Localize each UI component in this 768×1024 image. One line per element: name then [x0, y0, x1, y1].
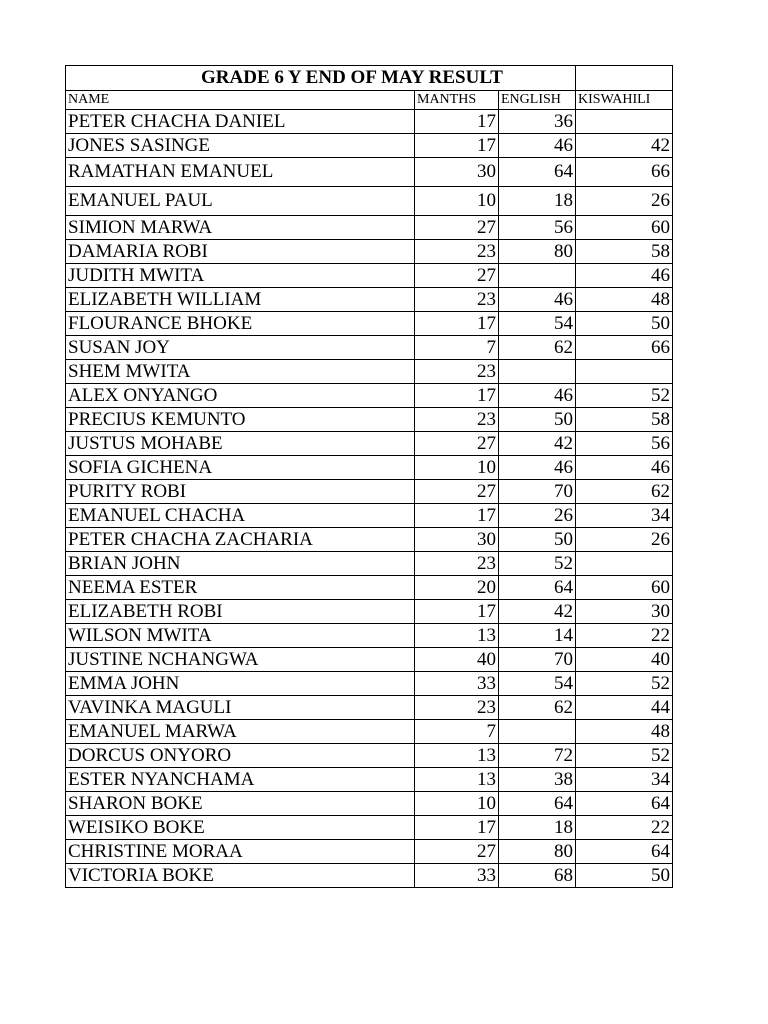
maths-score-cell: 17 [415, 600, 499, 624]
english-score-cell: 46 [499, 288, 576, 312]
english-score-cell: 42 [499, 432, 576, 456]
kiswahili-score-cell: 34 [576, 504, 673, 528]
results-sheet [65, 65, 672, 888]
english-score-cell [499, 264, 576, 288]
table-row [66, 312, 673, 336]
table-row [66, 384, 673, 408]
maths-score-cell: 7 [415, 336, 499, 360]
kiswahili-score-cell: 64 [576, 792, 673, 816]
maths-score-cell: 40 [415, 648, 499, 672]
table-row [66, 158, 673, 187]
maths-score-cell: 7 [415, 720, 499, 744]
kiswahili-score-cell: 50 [576, 864, 673, 888]
kiswahili-score-cell: 26 [576, 187, 673, 216]
english-score-cell: 42 [499, 600, 576, 624]
student-name-cell: EMANUEL CHACHA [66, 504, 415, 528]
maths-score-cell: 17 [415, 504, 499, 528]
table-row [66, 552, 673, 576]
table-row [66, 504, 673, 528]
english-score-cell: 50 [499, 408, 576, 432]
student-name-cell: PETER CHACHA DANIEL [66, 110, 415, 134]
english-score-cell: 54 [499, 312, 576, 336]
table-row [66, 264, 673, 288]
english-score-cell: 62 [499, 336, 576, 360]
kiswahili-score-cell: 56 [576, 432, 673, 456]
maths-score-cell: 33 [415, 672, 499, 696]
english-score-cell: 70 [499, 480, 576, 504]
kiswahili-score-cell [576, 110, 673, 134]
english-score-cell: 14 [499, 624, 576, 648]
kiswahili-score-cell: 48 [576, 288, 673, 312]
table-row [66, 336, 673, 360]
header-row [66, 91, 673, 110]
header-name: NAME [66, 91, 415, 110]
table-row [66, 240, 673, 264]
student-name-cell: WILSON MWITA [66, 624, 415, 648]
student-name-cell: SOFIA GICHENA [66, 456, 415, 480]
maths-score-cell: 30 [415, 528, 499, 552]
student-name-cell: WEISIKO BOKE [66, 816, 415, 840]
student-name-cell: JUSTUS MOHABE [66, 432, 415, 456]
header-english: ENGLISH [499, 91, 576, 110]
english-score-cell: 18 [499, 816, 576, 840]
maths-score-cell: 27 [415, 264, 499, 288]
kiswahili-score-cell [576, 552, 673, 576]
student-name-cell: PETER CHACHA ZACHARIA [66, 528, 415, 552]
english-score-cell: 80 [499, 240, 576, 264]
english-score-cell: 64 [499, 158, 576, 187]
english-score-cell: 72 [499, 744, 576, 768]
kiswahili-score-cell: 58 [576, 408, 673, 432]
kiswahili-score-cell: 30 [576, 600, 673, 624]
english-score-cell: 68 [499, 864, 576, 888]
kiswahili-score-cell: 34 [576, 768, 673, 792]
english-score-cell [499, 360, 576, 384]
english-score-cell: 26 [499, 504, 576, 528]
table-row [66, 134, 673, 158]
maths-score-cell: 17 [415, 312, 499, 336]
maths-score-cell: 23 [415, 288, 499, 312]
maths-score-cell: 27 [415, 216, 499, 240]
student-name-cell: JUSTINE NCHANGWA [66, 648, 415, 672]
maths-score-cell: 13 [415, 624, 499, 648]
table-row [66, 672, 673, 696]
title-empty-cell [576, 66, 673, 91]
student-name-cell: SUSAN JOY [66, 336, 415, 360]
kiswahili-score-cell: 60 [576, 216, 673, 240]
kiswahili-score-cell: 58 [576, 240, 673, 264]
table-row [66, 768, 673, 792]
table-row [66, 600, 673, 624]
kiswahili-score-cell: 48 [576, 720, 673, 744]
student-name-cell: ELIZABETH WILLIAM [66, 288, 415, 312]
table-row [66, 288, 673, 312]
english-score-cell: 64 [499, 576, 576, 600]
student-name-cell: NEEMA ESTER [66, 576, 415, 600]
student-name-cell: VICTORIA BOKE [66, 864, 415, 888]
english-score-cell: 54 [499, 672, 576, 696]
kiswahili-score-cell: 60 [576, 576, 673, 600]
kiswahili-score-cell: 52 [576, 384, 673, 408]
sheet-title: GRADE 6 Y END OF MAY RESULT [201, 67, 503, 88]
results-table [65, 65, 673, 888]
student-name-cell: ESTER NYANCHAMA [66, 768, 415, 792]
english-score-cell: 52 [499, 552, 576, 576]
kiswahili-score-cell: 66 [576, 336, 673, 360]
table-row [66, 744, 673, 768]
english-score-cell: 38 [499, 768, 576, 792]
title-row [66, 66, 673, 91]
student-name-cell: BRIAN JOHN [66, 552, 415, 576]
maths-score-cell: 23 [415, 240, 499, 264]
english-score-cell: 80 [499, 840, 576, 864]
student-name-cell: PRECIUS KEMUNTO [66, 408, 415, 432]
header-kiswahili: KISWAHILI [576, 91, 673, 110]
student-name-cell: DORCUS ONYORO [66, 744, 415, 768]
kiswahili-score-cell: 66 [576, 158, 673, 187]
header-maths: MANTHS [415, 91, 499, 110]
english-score-cell: 46 [499, 384, 576, 408]
english-score-cell: 50 [499, 528, 576, 552]
maths-score-cell: 10 [415, 456, 499, 480]
maths-score-cell: 17 [415, 110, 499, 134]
maths-score-cell: 27 [415, 432, 499, 456]
maths-score-cell: 23 [415, 552, 499, 576]
kiswahili-score-cell: 44 [576, 696, 673, 720]
student-name-cell: CHRISTINE MORAA [66, 840, 415, 864]
kiswahili-score-cell: 50 [576, 312, 673, 336]
kiswahili-score-cell: 62 [576, 480, 673, 504]
table-row [66, 480, 673, 504]
kiswahili-score-cell: 52 [576, 744, 673, 768]
student-name-cell: EMMA JOHN [66, 672, 415, 696]
maths-score-cell: 17 [415, 134, 499, 158]
table-row [66, 624, 673, 648]
table-row [66, 187, 673, 216]
kiswahili-score-cell: 22 [576, 816, 673, 840]
kiswahili-score-cell: 46 [576, 456, 673, 480]
student-name-cell: EMANUEL PAUL [66, 187, 415, 216]
maths-score-cell: 10 [415, 187, 499, 216]
table-row [66, 360, 673, 384]
table-row [66, 216, 673, 240]
english-score-cell: 64 [499, 792, 576, 816]
maths-score-cell: 27 [415, 840, 499, 864]
maths-score-cell: 23 [415, 696, 499, 720]
table-row [66, 864, 673, 888]
student-name-cell: FLOURANCE BHOKE [66, 312, 415, 336]
student-name-cell: DAMARIA ROBI [66, 240, 415, 264]
student-name-cell: JUDITH MWITA [66, 264, 415, 288]
english-score-cell: 46 [499, 134, 576, 158]
maths-score-cell: 23 [415, 408, 499, 432]
student-name-cell: JONES SASINGE [66, 134, 415, 158]
table-row [66, 816, 673, 840]
kiswahili-score-cell: 46 [576, 264, 673, 288]
english-score-cell: 46 [499, 456, 576, 480]
student-name-cell: ELIZABETH ROBI [66, 600, 415, 624]
english-score-cell: 56 [499, 216, 576, 240]
maths-score-cell: 17 [415, 384, 499, 408]
title-cell [66, 66, 576, 91]
table-row [66, 576, 673, 600]
maths-score-cell: 23 [415, 360, 499, 384]
table-row [66, 840, 673, 864]
maths-score-cell: 13 [415, 768, 499, 792]
english-score-cell: 62 [499, 696, 576, 720]
english-score-cell [499, 720, 576, 744]
student-name-cell: SHEM MWITA [66, 360, 415, 384]
student-name-cell: ALEX ONYANGO [66, 384, 415, 408]
table-row [66, 648, 673, 672]
maths-score-cell: 17 [415, 816, 499, 840]
table-row [66, 110, 673, 134]
kiswahili-score-cell: 22 [576, 624, 673, 648]
english-score-cell: 18 [499, 187, 576, 216]
kiswahili-score-cell: 42 [576, 134, 673, 158]
maths-score-cell: 30 [415, 158, 499, 187]
maths-score-cell: 10 [415, 792, 499, 816]
kiswahili-score-cell: 40 [576, 648, 673, 672]
english-score-cell: 70 [499, 648, 576, 672]
table-row [66, 720, 673, 744]
kiswahili-score-cell: 26 [576, 528, 673, 552]
student-name-cell: EMANUEL MARWA [66, 720, 415, 744]
student-name-cell: SHARON BOKE [66, 792, 415, 816]
table-row [66, 432, 673, 456]
kiswahili-score-cell: 64 [576, 840, 673, 864]
student-name-cell: SIMION MARWA [66, 216, 415, 240]
student-name-cell: RAMATHAN EMANUEL [66, 158, 415, 187]
table-row [66, 528, 673, 552]
results-table-body [66, 66, 673, 888]
table-row [66, 456, 673, 480]
maths-score-cell: 27 [415, 480, 499, 504]
student-name-cell: VAVINKA MAGULI [66, 696, 415, 720]
maths-score-cell: 33 [415, 864, 499, 888]
table-row [66, 408, 673, 432]
table-row [66, 792, 673, 816]
student-name-cell: PURITY ROBI [66, 480, 415, 504]
kiswahili-score-cell: 52 [576, 672, 673, 696]
table-row [66, 696, 673, 720]
kiswahili-score-cell [576, 360, 673, 384]
maths-score-cell: 20 [415, 576, 499, 600]
english-score-cell: 36 [499, 110, 576, 134]
maths-score-cell: 13 [415, 744, 499, 768]
